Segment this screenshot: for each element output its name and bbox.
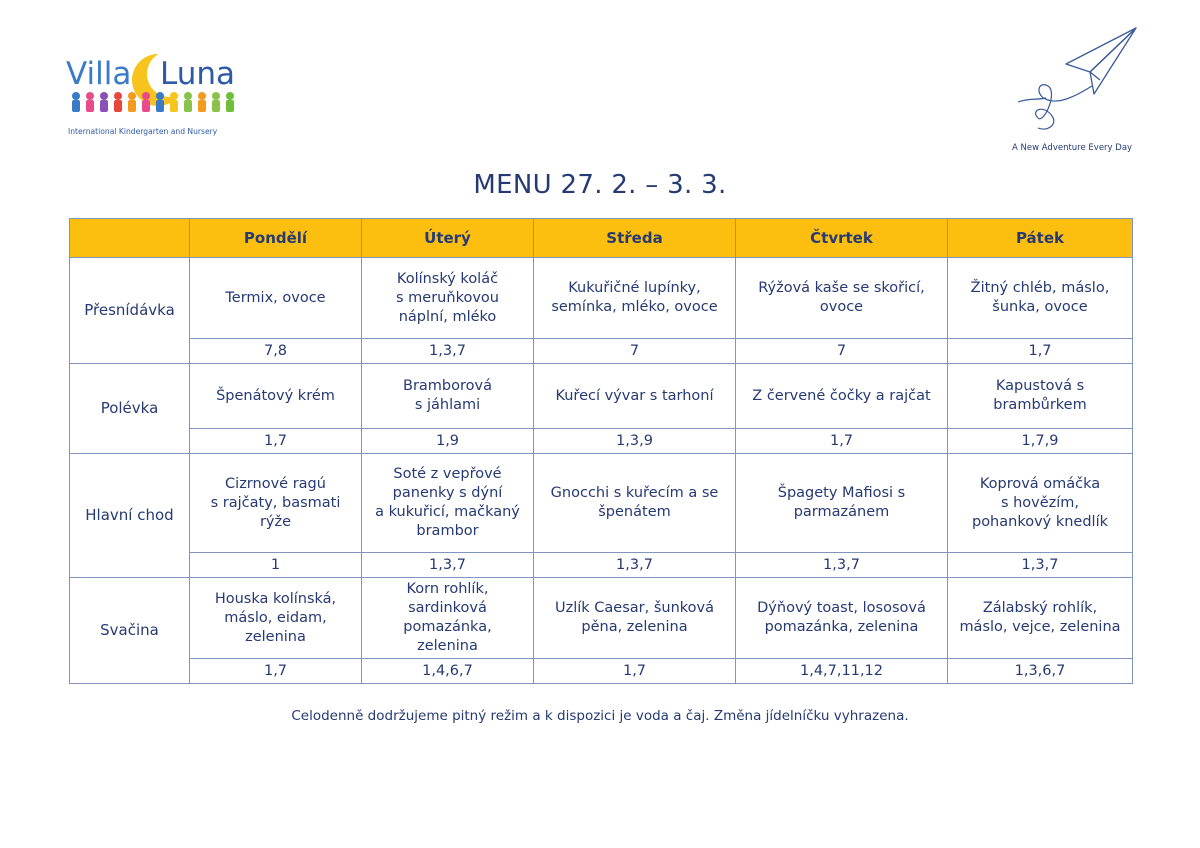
header-day: Pátek	[948, 219, 1133, 258]
dish-text	[551, 484, 719, 522]
dish-line: zelenina	[417, 638, 478, 654]
weekly-menu-table	[69, 218, 1133, 684]
dish-line: sardinková	[408, 600, 487, 616]
allergen-row	[70, 339, 1133, 364]
dish-cell	[362, 454, 534, 553]
meal-label: Svačina	[70, 578, 190, 684]
meal-label: Polévka	[70, 364, 190, 454]
dish-line: brambůrkem	[993, 397, 1087, 413]
allergen-cell: 1,3,6,7	[948, 659, 1133, 684]
dish-text	[225, 289, 325, 308]
footer-note: Celodenně dodržujeme pitný režim a k dispozici je voda a čaj. Změna jídelníčku vyhrazena.	[291, 708, 909, 724]
meal-label: Hlavní chod	[70, 454, 190, 578]
dish-line: s rajčaty, basmati	[210, 494, 341, 511]
dish-text	[403, 377, 492, 415]
dish-line: a kukuřicí, mačkaný	[375, 504, 520, 520]
allergen-cell: 1	[190, 553, 362, 578]
dish-cell	[362, 364, 534, 429]
dish-cell	[190, 364, 362, 429]
dish-line: semínka, mléko, ovoce	[551, 299, 718, 315]
dish-text	[551, 279, 717, 317]
dish-text	[758, 279, 925, 317]
allergen-cell: 7	[534, 339, 736, 364]
dish-text	[396, 270, 499, 327]
allergen-cell: 1,3,7	[736, 553, 948, 578]
dish-line: brambor	[416, 523, 479, 539]
dish-line: rýže	[259, 513, 292, 530]
dish-cell	[948, 364, 1133, 429]
allergen-cell: 1,3,7	[534, 553, 736, 578]
table-row	[70, 578, 1133, 659]
dish-line: šunka, ovoce	[992, 299, 1088, 315]
dish-line: Uzlík Caesar, šunková	[555, 600, 714, 616]
flight-trail-icon	[1036, 85, 1092, 129]
allergen-cell: 1,7	[190, 429, 362, 454]
dish-text	[757, 599, 926, 637]
dish-line: pomazánka,	[403, 619, 492, 635]
dish-line: panenky s dýní	[392, 485, 503, 501]
dish-text	[216, 387, 335, 406]
allergen-cell: 1,3,7	[362, 339, 534, 364]
dish-text	[555, 599, 714, 637]
dish-line: Koprová omáčka	[979, 475, 1101, 492]
allergen-cell: 1,4,7,11,12	[736, 659, 948, 684]
dish-cell	[736, 364, 948, 429]
header-day: Čtvrtek	[736, 219, 948, 258]
dish-line: Rýžová kaše se skořicí,	[758, 280, 925, 296]
dish-text	[215, 590, 336, 647]
dish-line: Bramborová	[403, 378, 492, 394]
dish-line: Kukuřičné lupínky,	[568, 280, 701, 296]
dish-cell	[736, 578, 948, 659]
logo-brand-luna: Luna	[160, 56, 236, 92]
paper-plane-icon	[1066, 28, 1136, 94]
dish-line: pomazánka, zelenina	[764, 619, 919, 635]
dish-line: zelenina	[245, 628, 306, 645]
dish-line: Špagety Mafiosi s	[777, 485, 906, 501]
dish-text	[778, 484, 905, 522]
allergen-cell: 7	[736, 339, 948, 364]
dish-line: parmazánem	[793, 504, 890, 520]
allergen-cell: 1,4,6,7	[362, 659, 534, 684]
dish-cell	[534, 578, 736, 659]
dish-line: Žitný chléb, máslo,	[970, 280, 1110, 296]
dish-line: Termix, ovoce	[225, 289, 326, 306]
dish-line: Z červené čočky a rajčat	[752, 387, 931, 404]
villa-luna-logo	[66, 44, 246, 140]
allergen-cell: 1,7	[948, 339, 1133, 364]
dish-line: Kapustová s	[995, 378, 1085, 394]
table-row	[70, 454, 1133, 553]
dish-cell	[190, 454, 362, 553]
dish-line: Gnocchi s kuřecím a se	[550, 485, 719, 501]
paper-plane-brand	[1008, 20, 1148, 155]
allergen-cell: 1,3,7	[362, 553, 534, 578]
meal-label: Přesnídávka	[70, 258, 190, 364]
dish-cell	[948, 578, 1133, 659]
dish-line: s meruňkovou	[396, 289, 499, 306]
dish-cell	[362, 258, 534, 339]
allergen-cell: 1,7	[736, 429, 948, 454]
allergen-cell: 1,3,7	[948, 553, 1133, 578]
dish-cell	[190, 578, 362, 659]
logo-brand-villa: Villa	[66, 56, 132, 92]
dish-cell	[534, 364, 736, 429]
allergen-row	[70, 553, 1133, 578]
header-day: Pondělí	[190, 219, 362, 258]
dish-text	[403, 580, 491, 656]
allergen-cell: 1,9	[362, 429, 534, 454]
dish-cell	[736, 454, 948, 553]
allergen-cell: 7,8	[190, 339, 362, 364]
dish-text	[971, 279, 1110, 317]
dish-line: máslo, vejce, zelenina	[959, 619, 1121, 635]
dish-cell	[362, 578, 534, 659]
dish-line: Zálabský rohlík,	[982, 600, 1098, 616]
dish-line: máslo, eidam,	[224, 609, 327, 626]
table-row	[70, 364, 1133, 429]
brand-tagline: A New Adventure Every Day	[1012, 143, 1133, 153]
header-corner-cell	[70, 219, 190, 258]
table-header-row	[70, 219, 1133, 258]
allergen-cell: 1,7	[190, 659, 362, 684]
dish-text	[993, 377, 1086, 415]
dish-cell	[534, 454, 736, 553]
allergen-row	[70, 659, 1133, 684]
dish-cell	[948, 454, 1133, 553]
dish-text	[375, 465, 520, 541]
dish-text	[211, 475, 341, 532]
table-row	[70, 258, 1133, 339]
dish-line: Cizrnové ragú	[225, 475, 326, 492]
dish-line: pohankový knedlík	[971, 513, 1109, 530]
dish-cell	[948, 258, 1133, 339]
header-day: Středa	[534, 219, 736, 258]
dish-line: Houska kolínská,	[214, 590, 337, 607]
allergen-cell: 1,7,9	[948, 429, 1133, 454]
header-day: Úterý	[362, 219, 534, 258]
dish-line: Korn rohlík,	[406, 581, 489, 597]
dish-line: Soté z vepřové	[393, 466, 502, 482]
dish-text	[959, 599, 1120, 637]
dish-text	[972, 475, 1108, 532]
dish-line: náplní, mléko	[398, 308, 497, 325]
logo-subtitle: International Kindergarten and Nursery	[68, 127, 218, 136]
allergen-row	[70, 429, 1133, 454]
allergen-cell: 1,7	[534, 659, 736, 684]
allergen-cell: 1,3,9	[534, 429, 736, 454]
dish-line: ovoce	[819, 299, 864, 315]
dish-line: špenátem	[598, 504, 671, 520]
dish-text	[752, 387, 930, 406]
menu-title: MENU 27. 2. – 3. 3.	[473, 170, 727, 200]
dish-line: Špenátový krém	[216, 387, 335, 404]
dish-line: Kolínský koláč	[396, 270, 499, 287]
dish-line: pěna, zelenina	[581, 619, 688, 635]
dish-text	[555, 387, 713, 406]
dish-line: Kuřecí vývar s tarhoní	[555, 387, 714, 404]
dish-line: s hovězím,	[1000, 494, 1080, 511]
dish-cell	[190, 258, 362, 339]
dish-cell	[736, 258, 948, 339]
dish-line: s jáhlami	[414, 397, 481, 413]
dish-cell	[534, 258, 736, 339]
dish-line: Dýňový toast, lososová	[757, 600, 926, 616]
